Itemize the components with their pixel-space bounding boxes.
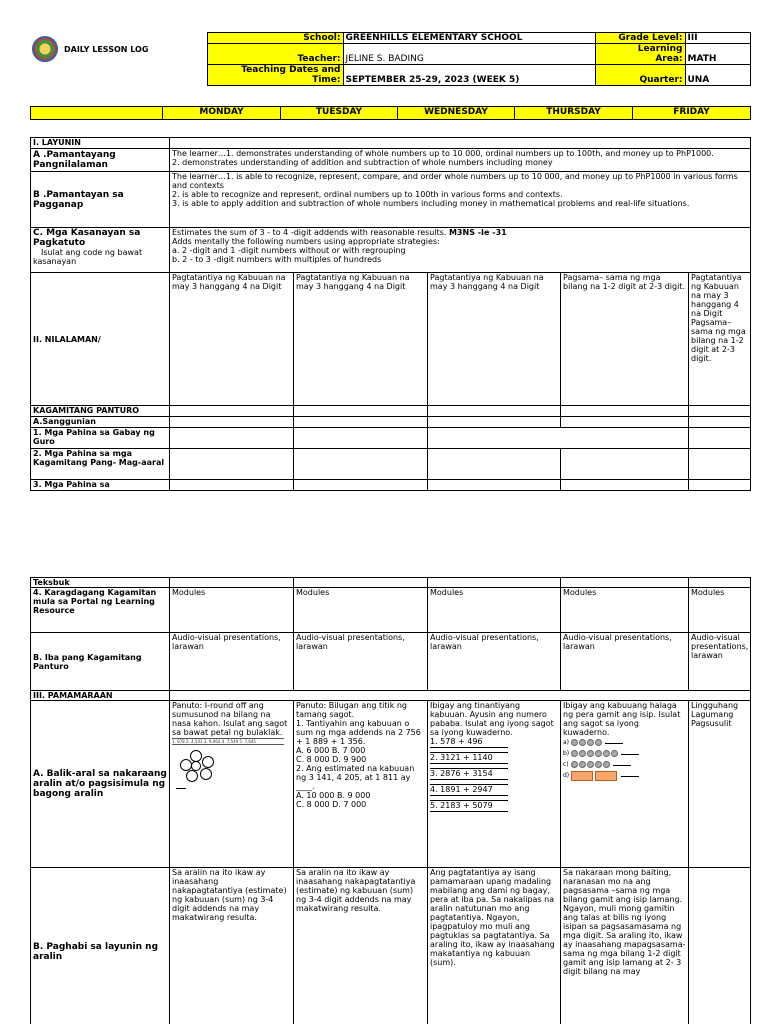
flower-petal bbox=[202, 756, 214, 768]
kasanayan-text: Estimates the sum of 3 - to 4 -digit addends with reasonable results. M3NS -Ie -31 Adds mentally the following numbers using appropriate strategies: a. 2 -digit and 1 -digit numbers without or with regrouping b. 2 - to 3 -digit numbers with multiples of hundreds bbox=[170, 228, 751, 273]
teksbuk-label: Teksbuk bbox=[31, 578, 170, 588]
money-row: d) bbox=[563, 770, 686, 781]
pamantayan-pagganap-label: B .Pamantayan sa Pagganap bbox=[31, 172, 170, 228]
balik-aral-tuesday: Panuto: Bilugan ang titik ng tamang sagot. 1. Tantiyahin ang kabuuan o sum ng mga addends na 2 756 + 1 889 + 1 356. A. 6 000 B. 7 000 C. 8 000 D. 9 900 2. Ang estimated na kabuuan ng 3 141, 4 205, at 1 811 ay ____. A. 10 000 B. 9 000 C. 8 000 D. 7 000 bbox=[294, 701, 428, 868]
document-title: DAILY LESSON LOG bbox=[64, 44, 149, 54]
nilalaman-monday: Pagtatantiya ng Kabuuan na may 3 hanggang 4 na Digit bbox=[170, 273, 294, 406]
quarter-label: Quarter: bbox=[595, 65, 685, 86]
header-table bbox=[30, 32, 751, 86]
days-blank bbox=[31, 107, 163, 120]
flower-diagram bbox=[172, 738, 284, 794]
money-row: a) bbox=[563, 737, 686, 748]
school-value: GREENHILLS ELEMENTARY SCHOOL bbox=[343, 33, 595, 44]
iba-monday: Audio-visual presentations, larawan bbox=[170, 633, 294, 691]
balik-aral-wednesday: Ibigay ang tinantiyang kabuuan. Ayusin ang numero pababa. Isulat ang iyong sagot sa iyong kuwaderno. 1. 578 + 496 2. 3121 + 1140 3. 2876 + 3154 4. 1891 + 2947 5. 2183 + 5079 bbox=[428, 701, 561, 868]
balik-aral-monday: Panuto: I-round off ang sumusunod na bilang na nasa kahon. Isulat ang sagot sa bawat petal ng bulaklak. 1. 678 2. 4,503 3. 9,064 4. 7,549 5. 7,645 bbox=[170, 701, 294, 868]
money-row: c) bbox=[563, 759, 686, 770]
balik-aral-label: A. Balik-aral sa nakaraang aralin at/o pagsisimula ng bagong aralin bbox=[31, 701, 170, 868]
kagamitang-mag-aaral-label: 2. Mga Pahina sa mga Kagamitang Pang- Mag-aaral bbox=[31, 449, 170, 480]
paghabi-label: B. Paghabi sa layunin ng aralin bbox=[31, 868, 170, 1024]
paghabi-monday: Sa aralin na ito ikaw ay inaasahang nakapagtatantiya (estimate) ng kabuuan (sum) ng 3-4 digit addends na may makatwirang resulta. bbox=[170, 868, 294, 1024]
lesson-table-page2 bbox=[30, 577, 751, 1024]
area-value: MATH bbox=[685, 44, 750, 65]
pamantayang-pangnilalaman-text: The learner…1. demonstrates understanding of whole numbers up to 10 000, ordinal numbers up to 100th, and money up to PhP1000. 2. demonstrates understanding of addition and subtraction of whole numbers including money bbox=[170, 149, 751, 172]
nilalaman-label: II. NILALAMAN/ bbox=[31, 273, 170, 406]
flower-petal bbox=[200, 768, 212, 780]
iba-thursday: Audio-visual presentations, larawan bbox=[561, 633, 689, 691]
area-label: Learning Area: bbox=[595, 44, 685, 65]
portal-wednesday: Modules bbox=[428, 588, 561, 633]
grade-value: III bbox=[685, 33, 750, 44]
day-tuesday: TUESDAY bbox=[281, 107, 398, 120]
pamantayan-pagganap-text: The learner…1. is able to recognize, represent, compare, and order whole numbers up to 10 000, and money up to PhP1000 in various forms and contexts 2. is able to recognize and represent, ordinal numbers up to 100th in various forms and contexts. 3. is able to apply addition and subtraction of whole numbers including money in mathematical problems and real-life situations. bbox=[170, 172, 751, 228]
nilalaman-thursday: Pagsama– sama ng mga bilang na 1-2 digit at 2-3 digit. bbox=[561, 273, 689, 406]
day-friday: FRIDAY bbox=[633, 107, 751, 120]
estimation-item: 2. 3121 + 1140 bbox=[430, 753, 493, 762]
portal-friday: Modules bbox=[689, 588, 751, 633]
kasanayan-label: C. Mga Kasanayan sa Pagkatuto Isulat ang code ng bawat kasanayan bbox=[31, 228, 170, 273]
iba-friday: Audio-visual presentations, larawan bbox=[689, 633, 751, 691]
quarter-value: UNA bbox=[685, 65, 750, 86]
lesson-table-page1 bbox=[30, 137, 751, 491]
pamantayang-pangnilalaman-label: A .Pamantayang Pangnilalaman bbox=[31, 149, 170, 172]
teacher-value: JELINE S. BADING bbox=[343, 44, 595, 65]
day-wednesday: WEDNESDAY bbox=[398, 107, 515, 120]
number-strip: 1. 678 2. 4,503 3. 9,064 4. 7,549 5. 7,645 bbox=[172, 738, 284, 745]
teacher-label: Teacher: bbox=[207, 44, 343, 65]
layunin-heading: I. LAYUNIN bbox=[31, 138, 170, 149]
estimation-item: 1. 578 + 496 bbox=[430, 737, 483, 746]
school-label: School: bbox=[207, 33, 343, 44]
paghabi-thursday: Sa nakaraan mong baiting, naranasan mo na ang pagsasama –sama ng mga bilang gamit ang isip lamang. Ngayon, muli mong gamitin ang talas at bilis ng iyong isipan sa pagsasamasama ng mga digit. Sa araling ito, ikaw ay inaasahang mapagsasama- sama ng mga bilang 1-2 digit gamit ang isip lamang at 2- 3 digit bilang na may bbox=[561, 868, 689, 1024]
paghabi-tuesday: Sa aralin na ito ikaw ay inaasahang nakapagtatantiya (estimate) ng kabuuan (sum) ng 3-4 digit addends na may makatwirang resulta. bbox=[294, 868, 428, 1024]
pahina-sa-label: 3. Mga Pahina sa bbox=[31, 480, 170, 491]
day-monday: MONDAY bbox=[163, 107, 281, 120]
iba-tuesday: Audio-visual presentations, larawan bbox=[294, 633, 428, 691]
pamamaraan-label: III. PAMAMARAAN bbox=[31, 691, 170, 701]
sanggunian-label: A.Sanggunian bbox=[31, 417, 170, 428]
nilalaman-friday: Pagtatantiya ng Kabuuan na may 3 hanggang 4 na Digit Pagsama–sama ng mga bilang na 1-2 digit at 2-3 digit. bbox=[689, 273, 751, 406]
day-thursday: THURSDAY bbox=[515, 107, 633, 120]
iba-wednesday: Audio-visual presentations, larawan bbox=[428, 633, 561, 691]
estimation-item: 4. 1891 + 2947 bbox=[430, 785, 493, 794]
dates-value: SEPTEMBER 25-29, 2023 (WEEK 5) bbox=[343, 65, 595, 86]
portal-monday: Modules bbox=[170, 588, 294, 633]
kagamitan-label: KAGAMITANG PANTURO bbox=[31, 406, 170, 417]
nilalaman-tuesday: Pagtatantiya ng Kabuuan na may 3 hanggang 4 na Digit bbox=[294, 273, 428, 406]
estimation-item: 3. 2876 + 3154 bbox=[430, 769, 493, 778]
days-header bbox=[30, 106, 751, 120]
balik-aral-friday: Lingguhang Lagumang Pagsusulit bbox=[689, 701, 751, 868]
estimation-item: 5. 2183 + 5079 bbox=[430, 801, 493, 810]
iba-kagamitan-label: B. Iba pang Kagamitang Panturo bbox=[31, 633, 170, 691]
nilalaman-wednesday: Pagtatantiya ng Kabuuan na may 3 hanggang 4 na Digit bbox=[428, 273, 561, 406]
gabay-guro-label: 1. Mga Pahina sa Gabay ng Guro bbox=[31, 428, 170, 449]
grade-label: Grade Level: bbox=[595, 33, 685, 44]
dates-label: Teaching Dates and Time: bbox=[207, 65, 343, 86]
flower-petal bbox=[186, 770, 198, 782]
flower-stem bbox=[176, 788, 186, 789]
portal-tuesday: Modules bbox=[294, 588, 428, 633]
portal-label: 4. Karagdagang Kagamitan mula sa Portal ng Learning Resource bbox=[31, 588, 170, 633]
flower-center bbox=[191, 761, 201, 771]
portal-thursday: Modules bbox=[561, 588, 689, 633]
paghabi-wednesday: Ang pagtatantiya ay isang pamamaraan upang madaling mabilang ang dami ng bagay, pera at iba pa. Sa nakalipas na aralin natutunan mo ang pagtatantiya. Ngayon, ipagpatuloy mo muli ang pagtuklas sa pagtatantiya. Sa araling ito, ikaw ay inaasahang makatantiya ng kabuuan (sum). bbox=[428, 868, 561, 1024]
money-row: b) bbox=[563, 748, 686, 759]
balik-aral-thursday: Ibigay ang kabuuang halaga ng pera gamit ang isip. Isulat ang sagot sa iyong kuwaderno. a) b) c) d) bbox=[561, 701, 689, 868]
